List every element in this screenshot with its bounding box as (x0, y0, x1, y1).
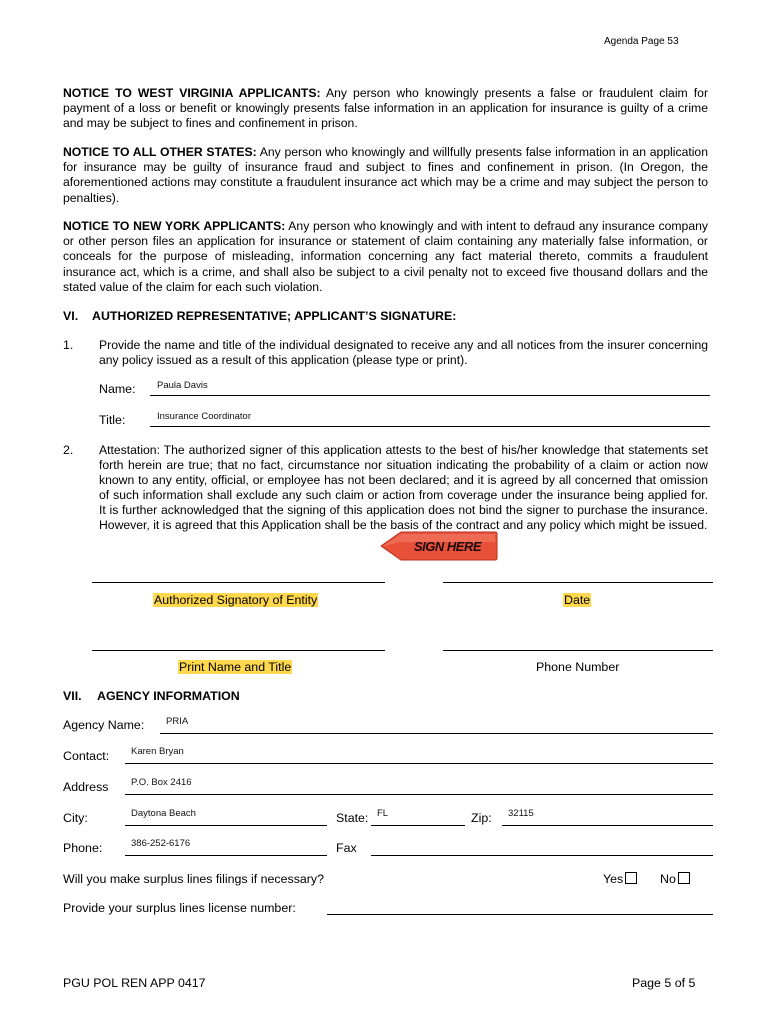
item-1-text: Provide the name and title of the individual designated to receive any and all notices from the insurer concerning any policy issued as a result of this application (please type or print). (99, 338, 708, 368)
date-label (563, 593, 591, 607)
print-name-line[interactable] (92, 650, 385, 651)
zip-line (502, 825, 713, 826)
yes-option[interactable] (603, 872, 637, 886)
notice-body: Any person who knowingly and with intent to defraud any insurance company or other person files an application for insurance or statement of claim containing any materially false information, or conceals for the purpose of misleading, information concerning any fact material thereto, commits a fraudulent insurance act, which is a crime, and shall also be subject to a civil penalty not to exceed five thousand dollars and the stated value of the claim for each such violation. (63, 219, 708, 294)
signatory-line[interactable] (92, 582, 385, 583)
phone-label: Phone: (63, 841, 103, 855)
form-code: PGU POL REN APP 0417 (63, 976, 206, 990)
date-label-highlight: Date (564, 593, 591, 607)
title-line (150, 426, 710, 427)
notice-all-other-states (63, 145, 708, 206)
print-name-label-highlight: Print Name and Title (179, 660, 292, 674)
state-value[interactable]: FL (377, 808, 389, 819)
yes-checkbox[interactable] (625, 872, 637, 884)
zip-value[interactable]: 32115 (508, 808, 534, 819)
item-2-number: 2. (63, 443, 74, 457)
zip-label: Zip: (471, 811, 492, 825)
no-checkbox[interactable] (678, 872, 690, 884)
contact-line (125, 763, 713, 764)
item-1-number: 1. (63, 338, 74, 352)
license-line (327, 914, 713, 915)
sign-here-label: SIGN HERE (414, 539, 482, 554)
signatory-label-highlight: Authorized Signatory of Entity (154, 593, 318, 607)
state-line (371, 825, 465, 826)
section-7-number: VII. (63, 689, 82, 703)
notice-new-york (63, 219, 708, 295)
date-line[interactable] (443, 582, 713, 583)
name-value[interactable]: Paula Davis (157, 380, 208, 391)
license-label: Provide your surplus lines license number: (63, 901, 296, 915)
no-option[interactable] (660, 872, 690, 886)
item-2-text: Attestation: The authorized signer of this application attests to the best of his/her knowledge that statements set forth herein are true; that no fact, circumstance nor situation indicating the probability of a claim or action now known to any entity, official, or employee has not been declared; and it is agreed by all concerned that omission of such information shall exclude any such claim or action from coverage under the insurance being applied for. It is further acknowledged that the signing of this application does not bind the signer to purchase the insurance. However, it is agreed that this Application shall be the basis of the contract and any policy which might be issued. (99, 443, 708, 533)
print-name-label (178, 660, 292, 674)
notice-title: NOTICE TO NEW YORK APPLICANTS: (63, 219, 286, 233)
name-label: Name: (99, 382, 136, 396)
fax-line (371, 855, 713, 856)
phone-number-line[interactable] (443, 650, 713, 651)
title-label: Title: (99, 413, 126, 427)
yes-label: Yes (603, 872, 624, 886)
name-line (150, 395, 710, 396)
agency-name-value[interactable]: PRIA (166, 716, 189, 727)
phone-value[interactable]: 386-252-6176 (131, 838, 191, 849)
contact-label: Contact: (63, 749, 110, 763)
phone-line (125, 855, 327, 856)
section-7-heading: AGENCY INFORMATION (97, 689, 240, 703)
address-label: Address (63, 780, 109, 794)
city-value[interactable]: Daytona Beach (131, 808, 196, 819)
fax-label: Fax (336, 841, 357, 855)
notice-body: Any person who knowingly presents a false or fraudulent claim for payment of a loss or benefit or knowingly presents false information in an application for insurance is guilty of a crime and may be subject to fines and confinement in prison. (63, 86, 708, 131)
notice-west-virginia (63, 86, 708, 132)
agency-name-label: Agency Name: (63, 718, 145, 732)
contact-value[interactable]: Karen Bryan (131, 746, 184, 757)
page-number: Page 5 of 5 (632, 976, 696, 990)
state-label: State: (336, 811, 369, 825)
notice-title: NOTICE TO ALL OTHER STATES: (63, 145, 257, 159)
address-value[interactable]: P.O. Box 2416 (131, 777, 192, 788)
title-value[interactable]: Insurance Coordinator (157, 411, 251, 422)
notice-title: NOTICE TO WEST VIRGINIA APPLICANTS: (63, 86, 321, 100)
section-6-number: VI. (63, 309, 79, 323)
city-label: City: (63, 811, 88, 825)
phone-number-label: Phone Number (536, 660, 620, 674)
agency-name-line (160, 733, 713, 734)
section-6-heading: AUTHORIZED REPRESENTATIVE; APPLICANT’S SIGNATURE: (92, 309, 457, 323)
signatory-label (153, 593, 318, 607)
no-label: No (660, 872, 676, 886)
notice-body: Any person who knowingly and willfully presents false information in an application for insurance may be guilty of insurance fraud and subject to fines and confinement in prison. (In Oregon, the aforementioned actions may constitute a fraudulent insurance act which may be a crime and may subject the person to penalties). (63, 145, 708, 205)
surplus-lines-question: Will you make surplus lines filings if necessary? (63, 872, 324, 886)
address-line (125, 794, 713, 795)
agenda-page-label: Agenda Page 53 (604, 36, 679, 47)
city-line (125, 825, 327, 826)
